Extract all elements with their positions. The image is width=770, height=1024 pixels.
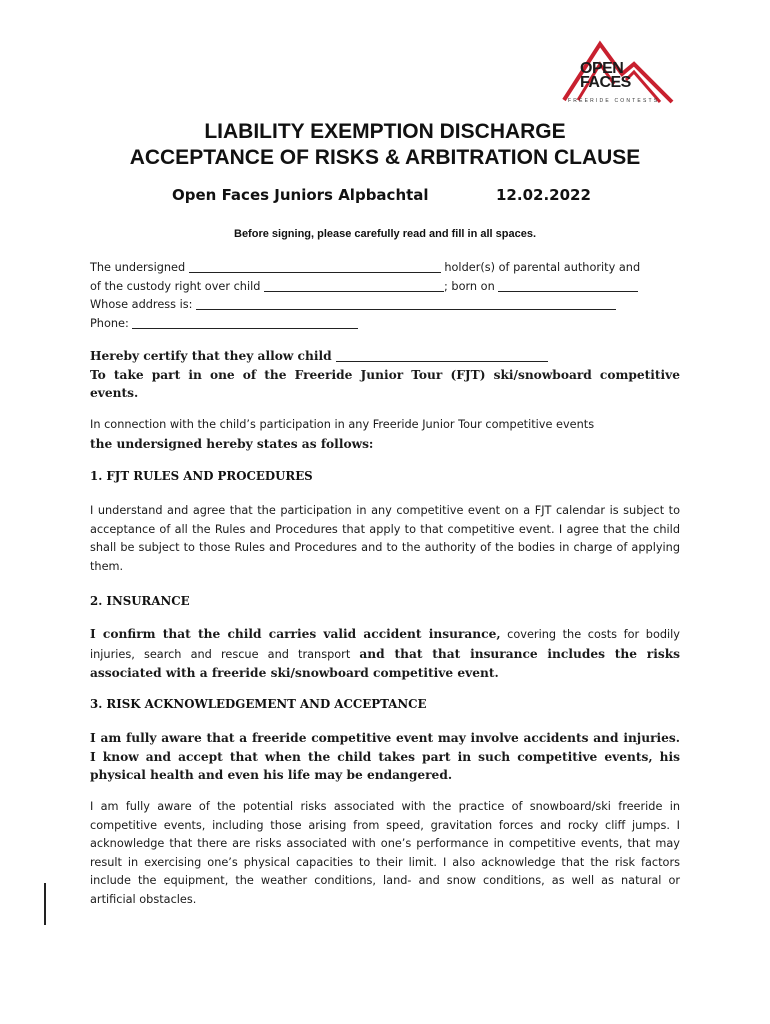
document-title-line1: LIABILITY EXEMPTION DISCHARGE [204,120,566,143]
form-line-undersigned [90,259,680,278]
form-line-custody [90,278,680,297]
certify-block [90,347,680,403]
section3-text: I am fully aware of the potential risks associated with the practice of snowboard/ski freeride in competitive events, including those arising from speed, gravitation forces and rocky cliff jumps. I acknowledge that there are risks associated with one’s performance in competitive events, that may result in exercising one’s physical capacities to their limit. I also acknowledge that the risk factors include the equipment, the weather conditions, land- and snow conditions, as well as natural or artificial obstacles. [90,800,680,906]
section1-heading: 1. FJT RULES AND PROCEDURES [90,469,313,483]
certify-child-field[interactable] [336,349,548,362]
logo-word-faces: FACES [580,74,631,91]
phone-label: Phone: [90,316,129,330]
certify-line2: To take part in one of the Freeride Junior Tour (FJT) ski/snowboard competitive events. [90,367,680,400]
child-name-field[interactable] [264,279,444,292]
certify-line1 [90,347,680,366]
section3-heading: 3. RISK ACKNOWLEDGEMENT AND ACCEPTANCE [90,697,427,711]
section3-bold-text: I am fully aware that a freeride competitive event may involve accidents and injuries. I know and accept that when the child takes part in such competitive events, his physical health and even his life may be endangered. [90,731,680,782]
event-row [0,186,770,206]
section2-bold-end: and that that insurance includes the risks associated with a freeride ski/snowboard competitive event. [90,646,681,680]
born-label: ; born on [444,279,495,293]
address-label: Whose address is: [90,298,193,311]
phone-field[interactable] [132,316,358,329]
logo-word-open: OPEN [580,60,624,77]
fill-instruction: Before signing, please carefully read and fill in all spaces. [234,228,536,240]
section1-text: I understand and agree that the participation in any competitive event on a FJT calendar is subject to acceptance of all the Rules and Procedures that apply to that competitive event. I agree that the child shall be subject to those Rules and Procedures and to the authority of the bodies in charge of applying them. [90,504,680,573]
open-faces-logo [560,40,680,110]
document-title-line2: ACCEPTANCE OF RISKS & ARBITRATION CLAUSE [129,146,641,169]
section2-text [90,625,680,684]
address-field[interactable] [196,297,616,310]
form-line-phone [90,315,680,334]
logo-wordmark [580,62,631,90]
form-line-address [90,296,680,315]
section2-heading: 2. INSURANCE [90,594,190,608]
connection-block [90,416,680,453]
connection-intro: In connection with the child’s participation in any Freeride Junior Tour competitive events [90,418,595,431]
event-name: Open Faces Juniors Alpbachtal [172,186,429,204]
undersigned-name-field[interactable] [189,260,441,273]
event-date: 12.02.2022 [496,186,591,204]
holder-label: holder(s) of parental authority and [444,261,641,274]
birth-date-field[interactable] [498,279,638,292]
custody-label: of the custody right over child [90,279,261,293]
guardian-form [90,259,680,333]
section2-regular: covering the costs for bodily injuries, search and rescue and transport [90,628,680,661]
margin-mark [44,883,46,925]
connection-states: the undersigned hereby states as follows: [90,436,374,451]
section2-bold-intro: I confirm that the child carries valid accident insurance, [90,627,501,641]
undersigned-label: The undersigned [90,261,186,274]
certify-label: Hereby certify that they allow child [90,349,332,363]
logo-tagline: FREERIDE CONTESTS [568,98,660,104]
